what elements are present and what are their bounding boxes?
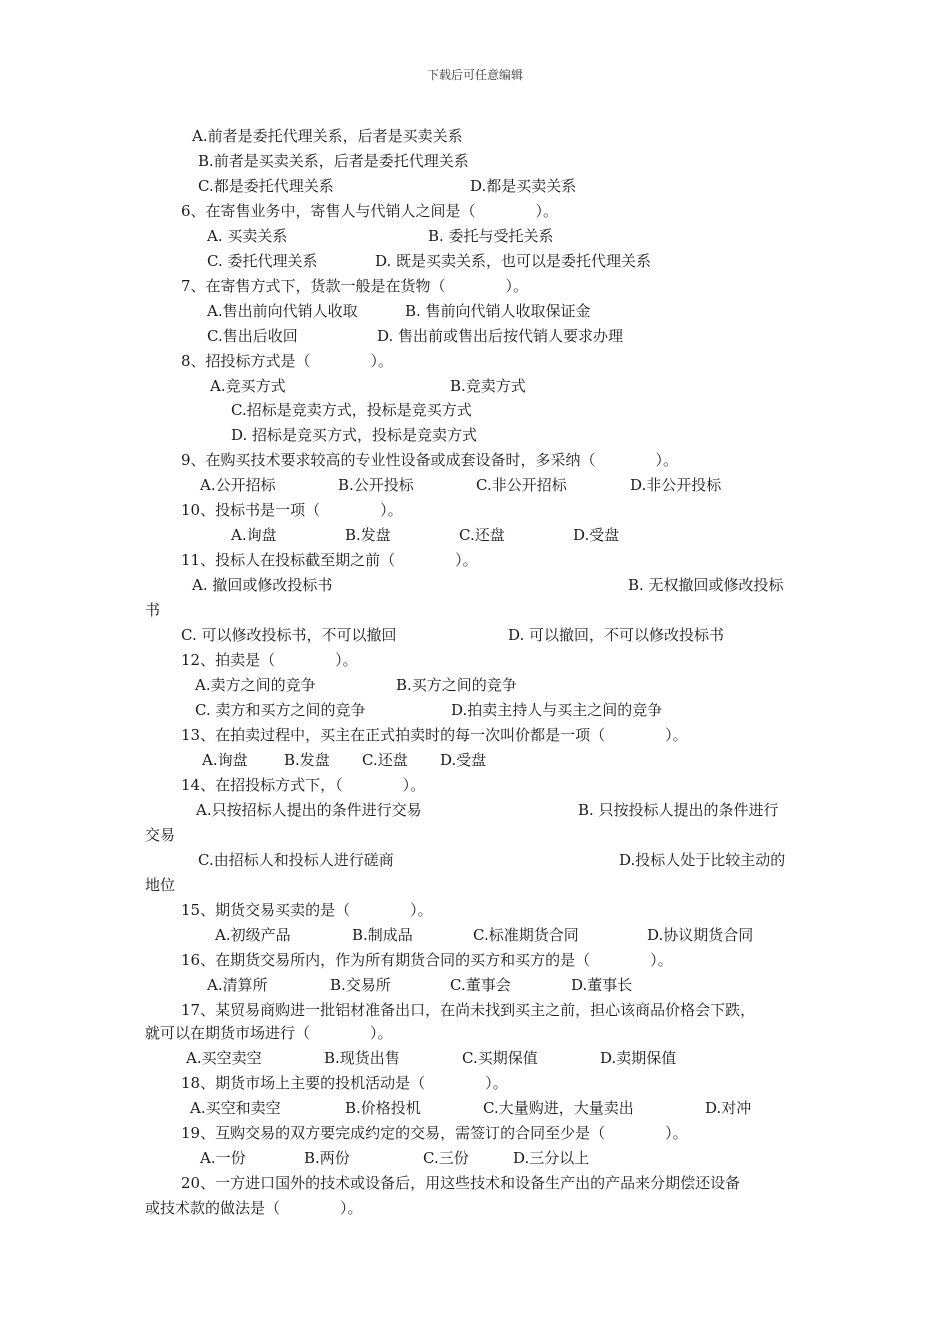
question-text: 书 — [145, 601, 161, 619]
option-text: A.只按招标人提出的条件进行交易 — [196, 801, 422, 819]
option-text: A. 买卖关系 — [207, 227, 288, 245]
question-text: 18、期货市场上主要的投机活动是（ ）。 — [181, 1074, 508, 1092]
question-text: 交易 — [145, 826, 176, 844]
question-text: 8、招投标方式是（ ）。 — [181, 352, 394, 370]
question-text: A.前者是委托代理关系，后者是买卖关系 — [192, 127, 463, 145]
option-text: A.初级产品 — [215, 926, 291, 944]
option-text: B.两份 — [304, 1149, 350, 1167]
option-text: B.制成品 — [352, 926, 413, 944]
question-text: B.前者是买卖关系，后者是委托代理关系 — [198, 152, 469, 170]
question-text: 17、某贸易商购进一批铝材准备出口，在尚未找到买主之前，担心该商品价格会下跌， — [181, 1001, 756, 1019]
option-text: A.买空卖空 — [186, 1049, 262, 1067]
option-text: D.都是买卖关系 — [470, 177, 577, 195]
option-text: B. 只按投标人提出的条件进行 — [578, 801, 779, 819]
question-text: 7、在寄售方式下，货款一般是在货物（ ）。 — [181, 277, 529, 295]
option-text: C.由招标人和投标人进行磋商 — [198, 851, 394, 869]
option-text: D.非公开投标 — [630, 476, 722, 494]
option-text: A.竞买方式 — [210, 377, 286, 395]
option-text: A.清算所 — [207, 976, 268, 994]
option-text: B.发盘 — [345, 526, 391, 544]
option-text: C. 可以修改投标书，不可以撤回 — [181, 626, 397, 644]
option-text: D.董事长 — [571, 976, 633, 994]
option-text: C.还盘 — [362, 751, 408, 769]
option-text: C.董事会 — [450, 976, 511, 994]
option-text: D.受盘 — [440, 751, 487, 769]
question-text: 14、在招投标方式下，（ ）。 — [181, 776, 426, 794]
option-text: B.发盘 — [284, 751, 330, 769]
question-text: 10、投标书是一项（ ）。 — [181, 501, 403, 519]
option-text: D.拍卖主持人与买主之间的竞争 — [451, 701, 663, 719]
option-text: A.询盘 — [231, 526, 277, 544]
option-text: B.竞卖方式 — [450, 377, 526, 395]
question-text: 或技术款的做法是（ ）。 — [145, 1199, 363, 1217]
option-text: D.协议期货合同 — [647, 926, 754, 944]
option-text: A.买空和卖空 — [190, 1099, 281, 1117]
option-text: A.询盘 — [202, 751, 248, 769]
question-text: 13、在拍卖过程中，买主在正式拍卖时的每一次叫价都是一项（ ）。 — [181, 726, 688, 744]
option-text: C. 卖方和买方之间的竞争 — [195, 701, 366, 719]
option-text: D.投标人处于比较主动的 — [619, 851, 786, 869]
option-text: A.售出前向代销人收取 — [207, 302, 358, 320]
option-text: B.价格投机 — [345, 1099, 421, 1117]
option-text: A.一份 — [200, 1149, 246, 1167]
option-text: B.公开投标 — [338, 476, 414, 494]
option-text: C.售出后收回 — [207, 327, 298, 345]
question-text: 15、期货交易买卖的是（ ）。 — [181, 901, 433, 919]
question-text: 地位 — [145, 876, 176, 894]
option-text: C.标准期货合同 — [473, 926, 579, 944]
question-text: 6、在寄售业务中，寄售人与代销人之间是（ ）。 — [181, 202, 559, 220]
question-text: 19、互购交易的双方要完成约定的交易，需签订的合同至少是（ ）。 — [181, 1124, 688, 1142]
question-text: D. 招标是竞买方式，投标是竞卖方式 — [231, 426, 478, 444]
question-text: C.招标是竞卖方式，投标是竞买方式 — [231, 401, 472, 419]
question-text: 16、在期货交易所内，作为所有期货合同的买方和买方的是（ ）。 — [181, 951, 673, 969]
option-text: B. 无权撤回或修改投标 — [628, 576, 784, 594]
option-text: D. 可以撤回，不可以修改投标书 — [508, 626, 725, 644]
option-text: C.大量购进，大量卖出 — [483, 1099, 634, 1117]
option-text: D.卖期保值 — [600, 1049, 677, 1067]
option-text: D. 售出前或售出后按代销人要求办理 — [377, 327, 624, 345]
option-text: B.现货出售 — [324, 1049, 400, 1067]
option-text: C.都是委托代理关系 — [198, 177, 334, 195]
question-text: 就可以在期货市场进行（ ）。 — [145, 1024, 393, 1042]
option-text: A. 撤回或修改投标书 — [192, 576, 333, 594]
page-header: 下载后可任意编辑 — [426, 68, 523, 82]
option-text: A.卖方之间的竞争 — [195, 676, 316, 694]
option-text: B. 售前向代销人收取保证金 — [405, 302, 591, 320]
option-text: C. 委托代理关系 — [207, 252, 318, 270]
option-text: D.受盘 — [573, 526, 620, 544]
question-text: 12、拍卖是（ ）。 — [181, 651, 358, 669]
option-text: D.三分以上 — [513, 1149, 590, 1167]
option-text: B.买方之间的竞争 — [396, 676, 517, 694]
option-text: D. 既是买卖关系，也可以是委托代理关系 — [375, 252, 652, 270]
option-text: C.非公开招标 — [476, 476, 567, 494]
question-text: 20、一方进口国外的技术或设备后，用这些技术和设备生产出的产品来分期偿还设备 — [181, 1174, 741, 1192]
question-text: 11、投标人在投标截至期之前（ ）。 — [181, 551, 478, 569]
option-text: C.还盘 — [459, 526, 505, 544]
option-text: B.交易所 — [330, 976, 391, 994]
option-text: C.买期保值 — [462, 1049, 538, 1067]
option-text: D.对冲 — [705, 1099, 752, 1117]
question-text: 9、在购买技术要求较高的专业性设备或成套设备时，多采纳（ ）。 — [181, 451, 679, 469]
option-text: C.三份 — [423, 1149, 469, 1167]
option-text: B. 委托与受托关系 — [428, 227, 554, 245]
option-text: A.公开招标 — [200, 476, 276, 494]
